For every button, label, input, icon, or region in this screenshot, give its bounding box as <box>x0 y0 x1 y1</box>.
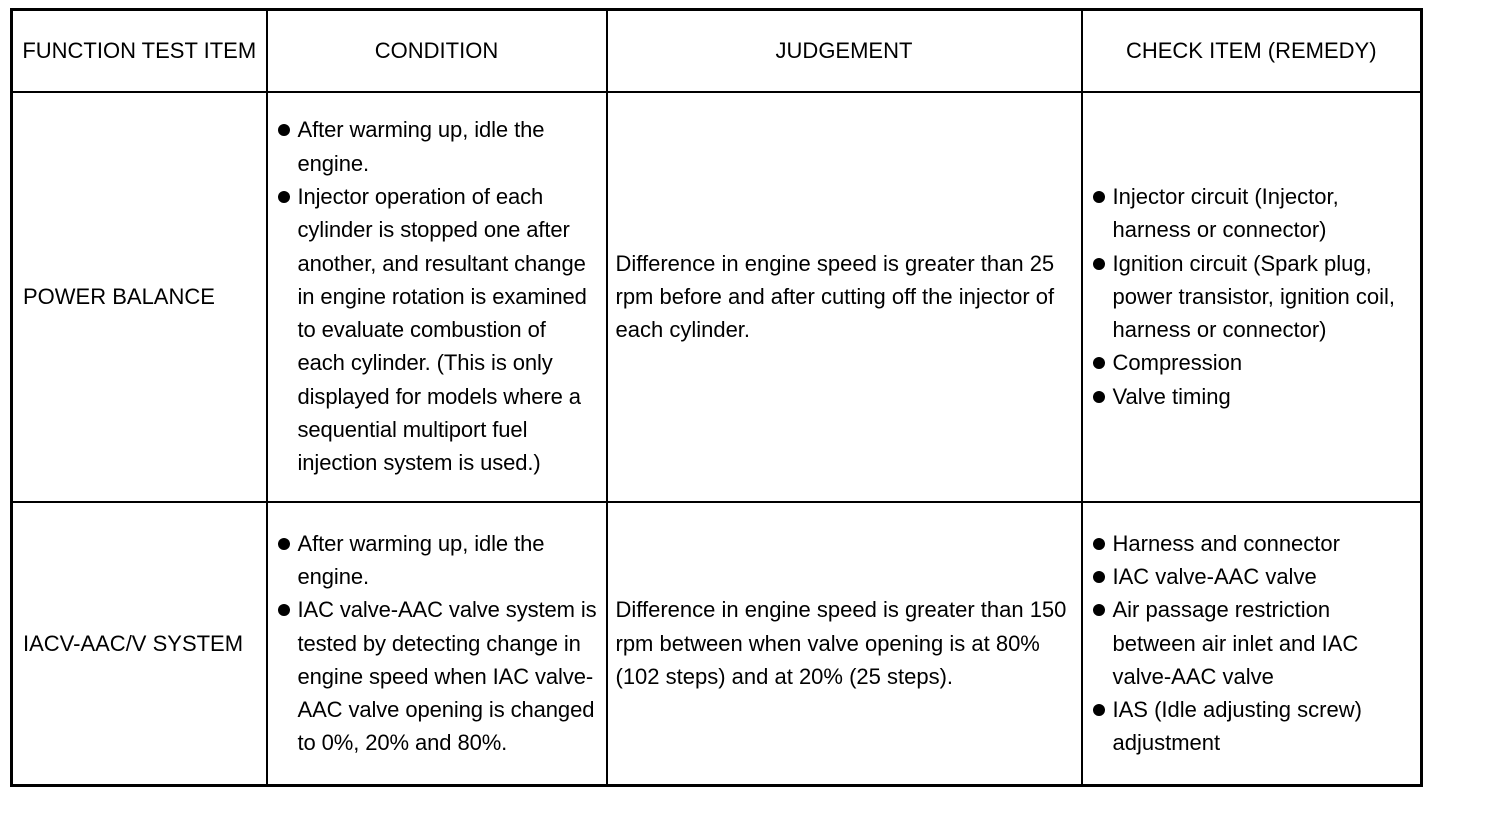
check-item: IAC valve-AAC valve <box>1091 560 1413 593</box>
check-item: Harness and connector <box>1091 527 1413 560</box>
condition-cell <box>267 92 607 502</box>
check-item: Air passage restriction between air inlet and IAC valve-AAC valve <box>1091 593 1413 693</box>
condition-list <box>276 527 598 760</box>
condition-item: After warming up, idle the engine. <box>276 113 598 180</box>
check-item: Injector circuit (Injector, harness or connector) <box>1091 180 1413 247</box>
check-item: IAS (Idle adjusting screw) adjustment <box>1091 693 1413 760</box>
header-judgement: JUDGEMENT <box>607 10 1082 92</box>
header-function-test-item: FUNCTION TEST ITEM <box>12 10 267 92</box>
check-item: Valve timing <box>1091 380 1413 413</box>
condition-list <box>276 113 598 479</box>
condition-item: IAC valve-AAC valve system is tested by detecting change in engine speed when IAC valve-AAC valve opening is changed to 0%, 20% and 80%. <box>276 593 598 759</box>
check-item: Ignition circuit (Spark plug, power transistor, ignition coil, harness or connector) <box>1091 247 1413 347</box>
table-row <box>12 92 1422 502</box>
check-list <box>1091 527 1413 760</box>
judgement-cell <box>607 92 1082 502</box>
judgement-cell <box>607 502 1082 786</box>
table-row <box>12 502 1422 786</box>
function-test-table <box>10 8 1423 787</box>
check-item: Compression <box>1091 346 1413 379</box>
check-item-cell <box>1082 502 1422 786</box>
condition-cell <box>267 502 607 786</box>
header-condition: CONDITION <box>267 10 607 92</box>
header-row <box>12 10 1422 92</box>
condition-item: Injector operation of each cylinder is stopped one after another, and resultant change in engine rotation is examined to evaluate combustion of each cylinder. (This is only displayed for models where a sequential multiport fuel injection system is used.) <box>276 180 598 480</box>
item-cell: POWER BALANCE <box>12 92 267 502</box>
condition-item: After warming up, idle the engine. <box>276 527 598 594</box>
check-item-cell <box>1082 92 1422 502</box>
judgement-text: Difference in engine speed is greater than 150 rpm between when valve opening is at 80% (102 steps) and at 20% (25 steps). <box>615 597 1067 689</box>
check-list <box>1091 180 1413 413</box>
header-check-item: CHECK ITEM (REMEDY) <box>1082 10 1422 92</box>
item-cell: IACV-AAC/V SYSTEM <box>12 502 267 786</box>
judgement-text: Difference in engine speed is greater than 25 rpm before and after cutting off the injector of each cylinder. <box>615 250 1055 343</box>
